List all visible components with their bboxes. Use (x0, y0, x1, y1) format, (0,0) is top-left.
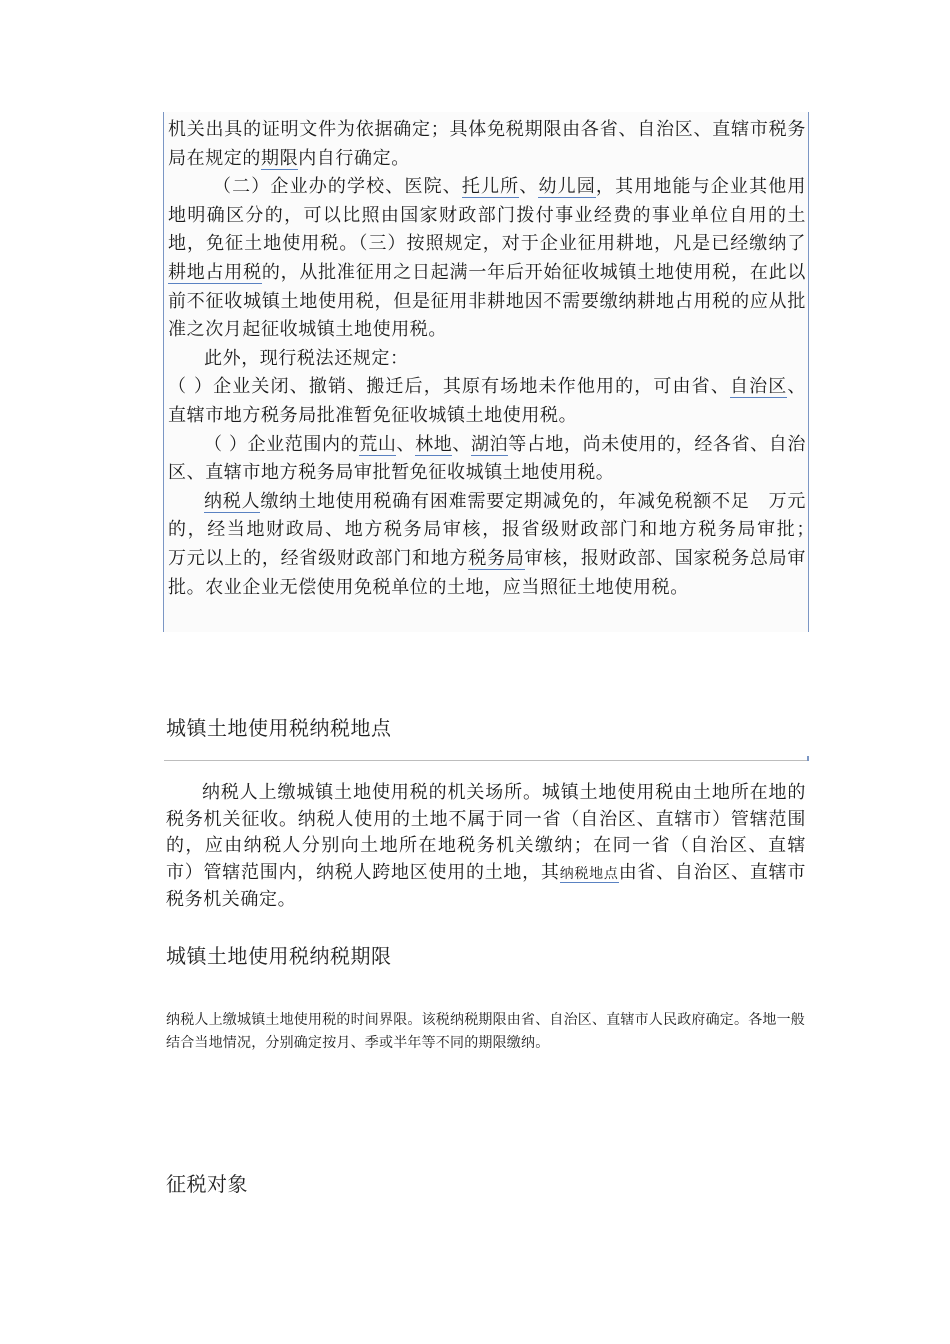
text-run: 内自行确定。 (298, 147, 410, 169)
link-farmland-occupation-tax[interactable]: 耕地占用税 (168, 261, 262, 283)
link-kindergarten[interactable]: 幼儿园 (538, 176, 596, 198)
exemption-quote-block (163, 112, 825, 632)
link-lakes[interactable]: 湖泊 (470, 433, 509, 455)
paragraph-tax-period: 纳税人上缴城镇土地使用税的时间界限。该税纳税期限由省、自治区、直辖市人民政府确定。各地一般结合当地情况，分别确定按月、季或半年等不同的期限缴纳。 (166, 1012, 805, 1051)
link-taxpayer[interactable]: 纳税人 (204, 490, 261, 512)
link-forest-land[interactable]: 林地 (415, 433, 453, 455)
paragraph-exemption-period (168, 116, 806, 173)
text-run: ，其用地能与企业其他用地明确区分的，可以比照由国家财政部门拨付事业经费的事业单位自用的土地，免征土地使用税。（三）按照规定，对于企业征用耕地，凡是已经缴纳了 (168, 176, 806, 255)
heading-tax-location: 城镇土地使用税纳税地点 (166, 716, 392, 740)
text-run: （二）企业办的学校、医院、 (213, 176, 462, 198)
text-run: 机关出具的证明文件为依据确定；具体免税期限由各省、自治区、直辖市税务局在规定的 (168, 119, 806, 169)
link-tax-location[interactable]: 纳税地点 (559, 865, 619, 882)
text-run: 由省、自治区、直辖市税务机关确定。 (166, 861, 807, 910)
text-run: 、 (519, 176, 539, 198)
divider-marker (807, 756, 809, 761)
heading-tax-object: 征税对象 (166, 1172, 248, 1196)
text-run: 缴纳土地使用税确有困难需要定期减免的，年减免税额不足 万元的，经当地财政局、地方税务局审核，报省级财政部门和地方税务局审批； 万元以上的，经省级财政部门和地方 (168, 490, 825, 569)
paragraph-barren-land (168, 431, 806, 488)
section-tax-location (166, 780, 806, 914)
section-divider (164, 760, 809, 761)
paragraph-additional-rules: 此外，现行税法还规定： (204, 347, 409, 369)
paragraph-enterprise-schools (168, 173, 806, 345)
text-run: （ ）企业范围内的 (204, 433, 360, 455)
text-run: 纳税人上缴城镇土地使用税的机关场所。城镇土地使用税由土地所在地的税务机关征收。纳税人使用的土地不属于同一省（自治区、直辖市）管辖范围的，应由纳税人分别向土地所在地税务机关缴纳；在同一省（自治区、直辖市）管辖范围内，纳税人跨地区使用的土地，其 (166, 782, 806, 883)
link-barren-hills[interactable]: 荒山 (359, 433, 397, 455)
link-nursery[interactable]: 托儿所 (461, 176, 520, 198)
text-run: 审核，报财政部、国家税务总局审批。农业企业无偿使用免税单位的土地，应当照征土地使用税。 (168, 547, 806, 598)
link-period[interactable]: 期限 (261, 147, 299, 169)
text-run: 、 (452, 433, 471, 455)
text-run: 的，从批准征用之日起满一年后开始征收城镇土地使用税，在此以前不征收城镇土地使用税，但是征用非耕地因不需要缴纳耕地占用税的应从批准之次月起征收城镇土地使用税。 (168, 261, 807, 341)
section-tax-period (166, 1009, 806, 1055)
paragraph-tax-reduction (168, 488, 825, 602)
text-run: 等占地，尚未使用的，经各省、自治区、直辖市地方税务局审批暂免征收城镇土地使用税。 (168, 433, 807, 484)
link-autonomous-region[interactable]: 自治区 (729, 376, 788, 398)
text-run: 、 (396, 433, 416, 455)
paragraph-tax-location (166, 780, 806, 914)
link-tax-bureau[interactable]: 税务局 (468, 547, 525, 569)
paragraph-closed-enterprise (168, 373, 806, 430)
text-run: 、直辖市地方税务局批准暂免征收城镇土地使用税。 (168, 376, 807, 426)
heading-tax-period: 城镇土地使用税纳税期限 (166, 944, 392, 968)
text-run: （ ）企业关闭、撤销、搬迁后，其原有场地未作他用的，可由省、 (168, 376, 730, 398)
